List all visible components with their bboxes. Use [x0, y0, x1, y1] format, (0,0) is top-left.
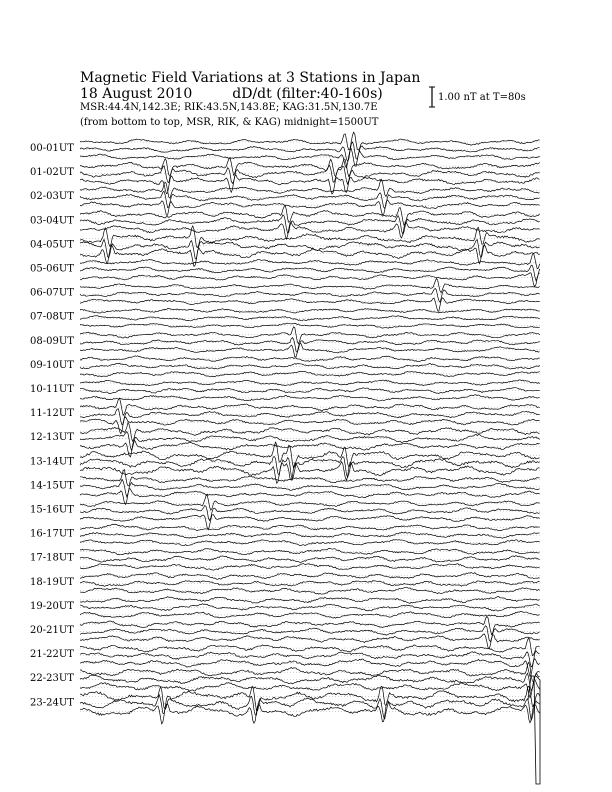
station-trace-kag — [80, 323, 540, 328]
row-label: 01-02UT — [30, 167, 74, 179]
station-trace-kag — [80, 611, 540, 618]
station-trace-msr — [80, 638, 540, 656]
station-trace-kag — [80, 298, 540, 312]
row-label: 15-16UT — [30, 504, 74, 516]
station-trace-msr — [80, 253, 540, 268]
station-trace-msr — [80, 278, 540, 292]
station-trace-msr — [80, 356, 540, 362]
row-label: 18-19UT — [30, 576, 74, 588]
station-trace-msr — [80, 158, 540, 177]
row-label: 09-10UT — [30, 359, 74, 371]
row-label: 17-18UT — [30, 552, 74, 564]
row-label: 20-21UT — [30, 625, 74, 636]
row-label: 10-11UT — [30, 384, 74, 395]
station-trace-rik — [80, 432, 540, 451]
station-trace-kag — [80, 515, 540, 530]
row-label: 16-17UT — [30, 528, 74, 540]
station-trace-msr — [80, 380, 540, 386]
station-trace-rik — [80, 581, 540, 587]
row-label: 05-06UT — [30, 263, 74, 275]
row-label: 08-09UT — [30, 335, 74, 347]
station-trace-msr — [80, 327, 540, 344]
stations-label: MSR:44.4N,142.3E; RIK:43.5N,143.8E; KAG:31.5N,130.7E — [80, 102, 378, 113]
chart-title: Magnetic Field Variations at 3 Stations in Japan — [80, 70, 421, 86]
station-trace-kag — [80, 462, 540, 484]
row-label: 22-23UT — [30, 673, 74, 685]
quantity-label: dD/dt (filter:40-160s) — [232, 86, 383, 102]
station-trace-msr — [80, 495, 540, 510]
station-trace-rik — [80, 479, 540, 497]
offscale-excursion — [528, 676, 540, 784]
row-label: 02-03UT — [30, 191, 74, 203]
row-label: 07-08UT — [30, 311, 74, 323]
station-trace-msr — [80, 617, 540, 635]
station-trace-rik — [80, 191, 540, 208]
station-trace-rik — [80, 457, 540, 480]
station-trace-kag — [80, 371, 540, 376]
row-label: 12-13UT — [30, 432, 74, 444]
scale-label: 1.00 nT at T=80s — [438, 92, 526, 103]
station-trace-rik — [80, 239, 540, 259]
station-trace-kag — [80, 200, 540, 215]
station-trace-kag — [80, 634, 540, 649]
row-label: 03-04UT — [30, 215, 74, 227]
row-label: 21-22UT — [30, 649, 74, 661]
station-trace-rik — [80, 604, 540, 611]
station-trace-rik — [80, 651, 540, 667]
station-trace-kag — [80, 273, 540, 287]
station-trace-kag — [80, 441, 540, 457]
station-trace-msr — [80, 132, 540, 150]
station-trace-kag — [80, 343, 540, 356]
station-trace-kag — [80, 489, 540, 505]
row-label: 23-24UT — [30, 697, 74, 709]
station-trace-rik — [80, 265, 540, 280]
row-label: 19-20UT — [30, 600, 74, 612]
row-label: 14-15UT — [30, 480, 74, 492]
order-note: (from bottom to top, MSR, RIK, & KAG) midnight=1500UT — [80, 117, 379, 128]
station-trace-kag — [80, 659, 540, 677]
date-label: 18 August 2010 — [80, 86, 193, 102]
row-label: 04-05UT — [30, 239, 74, 251]
station-trace-rik — [80, 532, 540, 538]
row-label: 00-01UT — [30, 143, 74, 154]
station-trace-rik — [80, 363, 540, 369]
station-trace-rik — [80, 695, 540, 720]
row-label: 11-12UT — [30, 408, 74, 420]
station-trace-msr — [80, 686, 540, 710]
row-label: 13-14UT — [30, 456, 74, 468]
row-label: 06-07UT — [30, 287, 74, 299]
